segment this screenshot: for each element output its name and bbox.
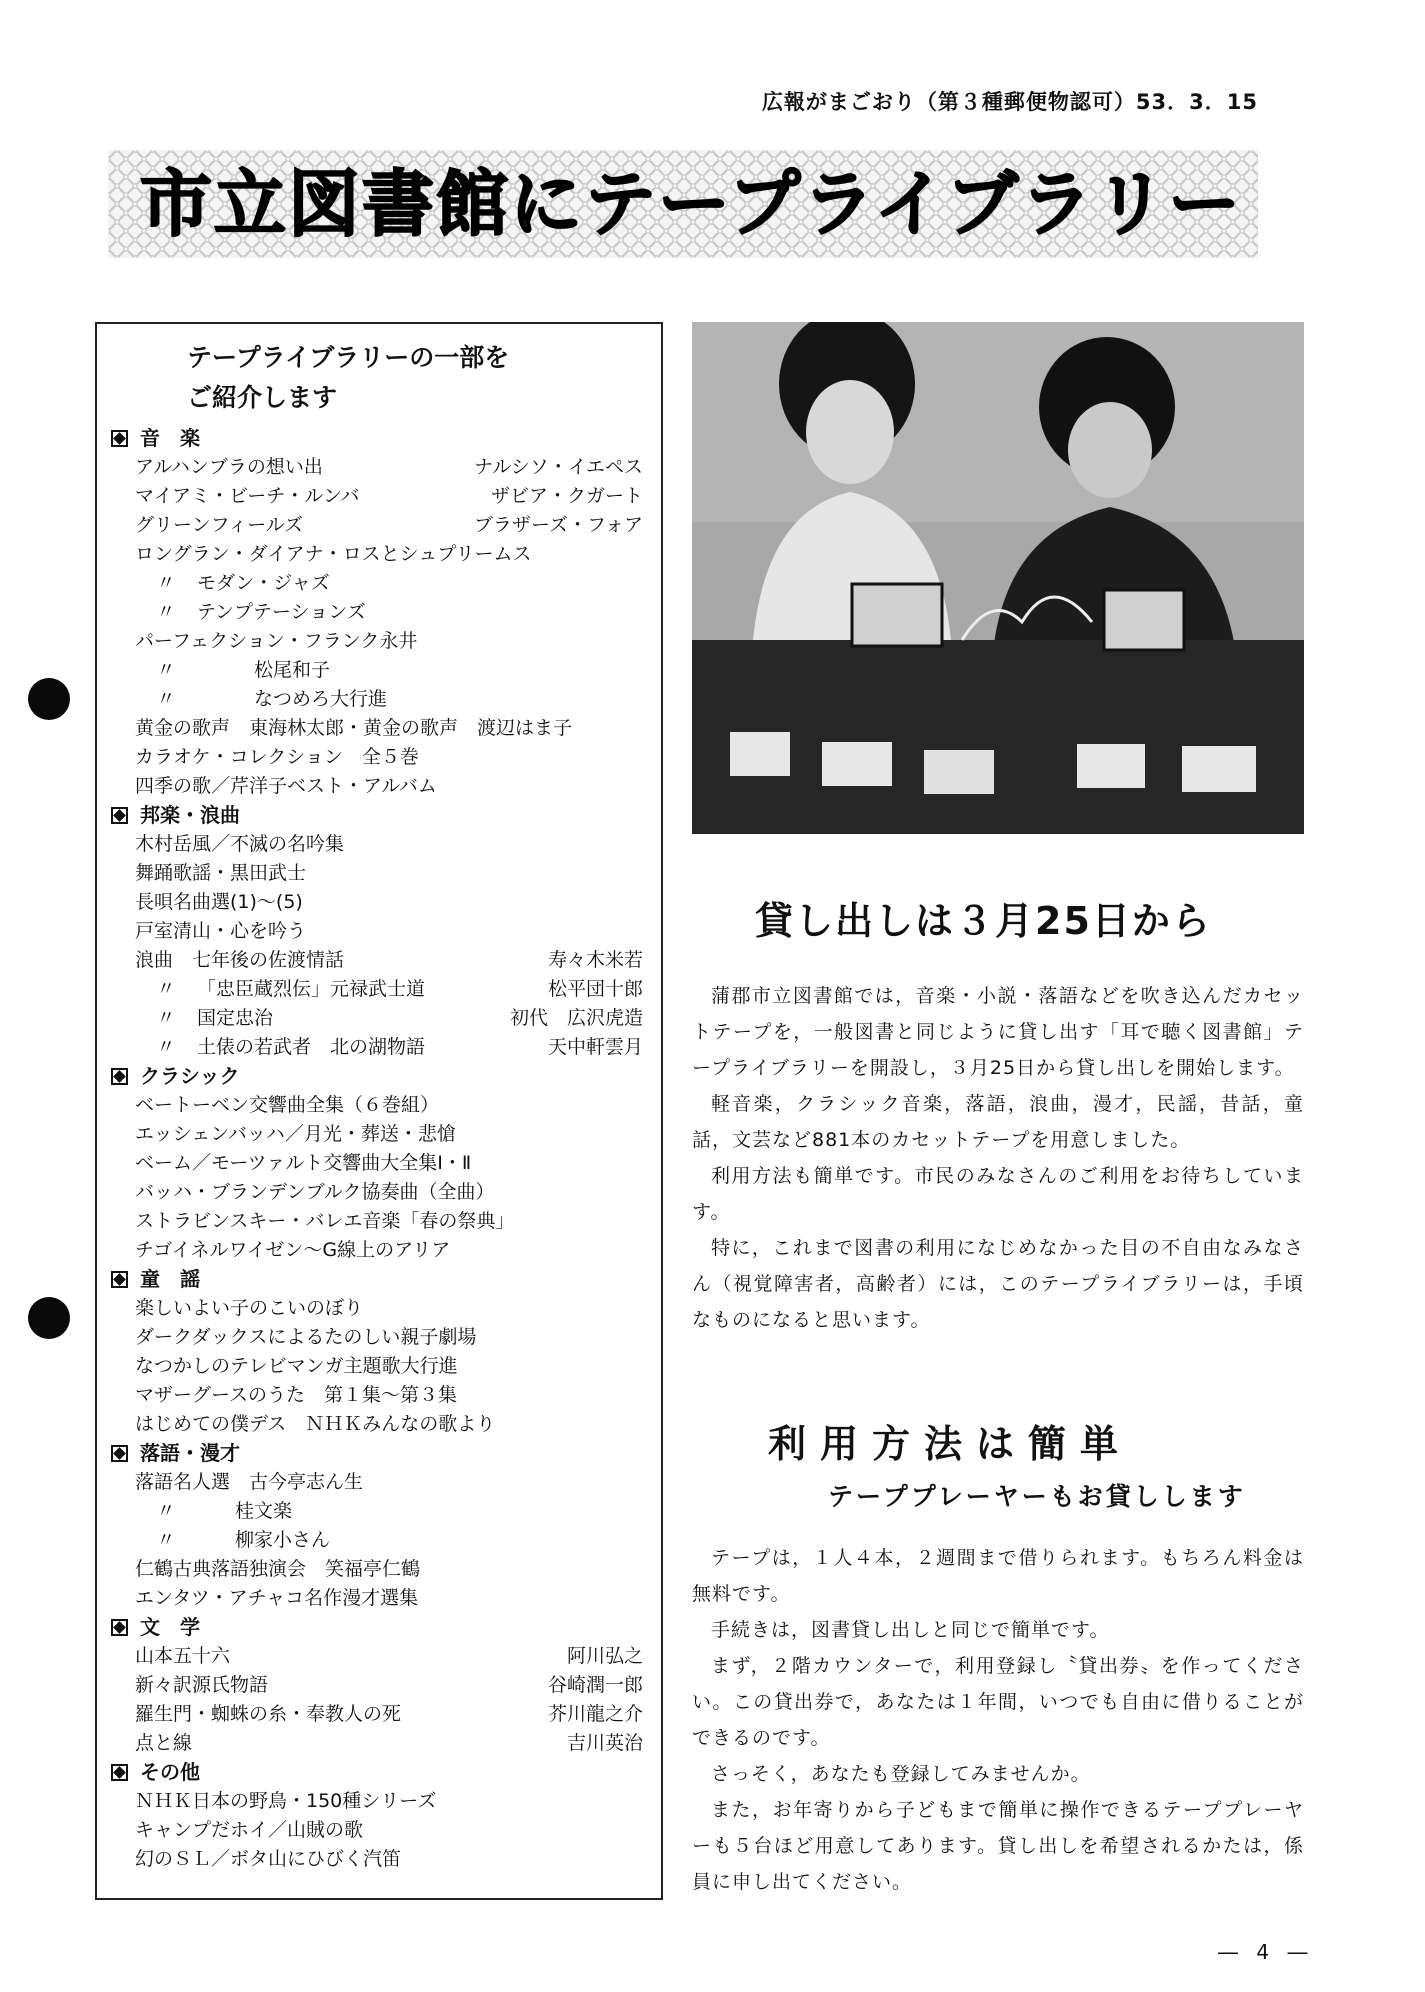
list-item bbox=[111, 1816, 647, 1845]
list-item bbox=[111, 1468, 647, 1497]
body-paragraphs-1 bbox=[692, 978, 1304, 1338]
ditto-mark: 〃 bbox=[156, 1036, 176, 1058]
item-artist: ナルシソ・イエペス bbox=[474, 456, 643, 478]
item-title: 黄金の歌声 東海林太郎・黄金の歌声 渡辺はま子 bbox=[135, 717, 573, 739]
list-item bbox=[111, 627, 647, 656]
paragraph: 蒲郡市立図書館では，音楽・小説・落語などを吹き込んだカセットテープを，一般図書と同じように貸し出す「耳で聴く図書館」テープライブラリーを開設し，３月25日から貸し出しを開始します。 bbox=[692, 985, 1304, 1079]
item-title: ロングラン・ダイアナ・ロスとシュプリームス bbox=[135, 543, 532, 565]
page-number: ― 4 ― bbox=[1218, 1940, 1314, 1964]
list-item bbox=[111, 946, 647, 975]
page-header: 広報がまごおり（第３種郵便物認可）53．3．15 bbox=[761, 90, 1258, 114]
list-item bbox=[111, 1178, 647, 1207]
category-name: 童 謡 bbox=[140, 1267, 200, 1291]
diamond-bullet-icon bbox=[111, 1445, 128, 1462]
item-title: なつかしのテレビマンガ主題歌大行進 bbox=[135, 1355, 458, 1377]
list-title-line: テープライブラリーの一部を bbox=[187, 343, 510, 372]
category-list bbox=[111, 424, 647, 1874]
list-item bbox=[111, 482, 647, 511]
category-name: 邦楽・浪曲 bbox=[140, 803, 240, 827]
list-item bbox=[111, 1294, 647, 1323]
item-title: ベートーベン交響曲全集（６巻組） bbox=[135, 1094, 440, 1116]
item-title: パーフェクション・フランク永井 bbox=[135, 630, 418, 652]
ditto-mark: 〃 bbox=[156, 1007, 176, 1029]
diamond-bullet-icon bbox=[111, 1068, 128, 1085]
list-item bbox=[111, 1207, 647, 1236]
diamond-bullet-icon bbox=[111, 430, 128, 447]
diamond-bullet-icon bbox=[111, 1619, 128, 1636]
item-title: ＮＨＫ日本の野鳥・150種シリーズ bbox=[135, 1790, 437, 1812]
item-title: モダン・ジャズ bbox=[197, 572, 330, 594]
category-heading bbox=[111, 1062, 647, 1091]
list-title bbox=[187, 338, 509, 418]
list-item bbox=[111, 975, 647, 1004]
item-title: 幻のＳＬ／ボタ山にひびく汽笛 bbox=[135, 1848, 402, 1870]
ditto-mark: 〃 bbox=[156, 601, 176, 623]
item-title: テンプテーションズ bbox=[197, 601, 366, 623]
item-title: 国定忠治 bbox=[197, 1007, 274, 1029]
ditto-mark: 〃 bbox=[156, 572, 176, 594]
item-title: キャンプだホイ／山賊の歌 bbox=[135, 1819, 364, 1841]
item-title: エンタツ・アチャコ名作漫才選集 bbox=[135, 1587, 419, 1609]
list-item bbox=[111, 1004, 647, 1033]
list-item bbox=[111, 598, 647, 627]
list-item bbox=[111, 1497, 647, 1526]
list-item bbox=[111, 1555, 647, 1584]
list-item bbox=[111, 859, 647, 888]
list-item bbox=[111, 685, 647, 714]
category-heading bbox=[111, 424, 647, 453]
category-name: その他 bbox=[140, 1760, 200, 1784]
tape-list-box bbox=[95, 322, 663, 1900]
diamond-bullet-icon bbox=[111, 807, 128, 824]
paragraph: 軽音楽，クラシック音楽，落語，浪曲，漫才，民謡，昔話，童話，文芸など881本のカセットテープを用意しました。 bbox=[692, 1093, 1304, 1151]
paragraph: 利用方法も簡単です。市民のみなさんのご利用をお待ちしています。 bbox=[692, 1165, 1304, 1223]
item-artist: 松平団十郎 bbox=[547, 978, 643, 1000]
heading-usage: 利用方法は簡単 bbox=[768, 1422, 1133, 1466]
item-title: バッハ・ブランデンブルク協奏曲（全曲） bbox=[135, 1181, 495, 1203]
item-artist: 寿々木米若 bbox=[547, 949, 643, 971]
item-title: 長唄名曲選(1)〜(5) bbox=[135, 891, 303, 913]
binder-hole-icon bbox=[28, 1297, 70, 1339]
list-item bbox=[111, 888, 647, 917]
binder-hole-icon bbox=[28, 678, 70, 720]
photo-librarians-with-tapes bbox=[692, 322, 1304, 834]
item-title: マイアミ・ビーチ・ルンバ bbox=[135, 485, 360, 507]
list-item bbox=[111, 511, 647, 540]
list-item bbox=[111, 1410, 647, 1439]
paragraph: まず，２階カウンターで，利用登録し〝貸出券〟を作ってください。この貸出券で，あなたは１年間，いつでも自由に借りることができるのです。 bbox=[692, 1655, 1304, 1749]
list-title-line: ご紹介します bbox=[187, 383, 338, 412]
list-item bbox=[111, 1236, 647, 1265]
item-title: 浪曲 七年後の佐渡情話 bbox=[135, 949, 345, 971]
diamond-bullet-icon bbox=[111, 1271, 128, 1288]
body-paragraphs-2 bbox=[692, 1540, 1304, 1900]
list-item bbox=[111, 1584, 647, 1613]
item-artist: 芥川龍之介 bbox=[547, 1703, 643, 1725]
item-title: ストラビンスキー・バレエ音楽「春の祭典」 bbox=[135, 1210, 515, 1232]
ditto-mark: 〃 bbox=[156, 659, 176, 681]
page-title: 市立図書館にテープライブラリー bbox=[140, 162, 1243, 246]
paragraph: テープは，１人４本，２週間まで借りられます。もちろん料金は無料です。 bbox=[692, 1547, 1304, 1605]
paragraph: 特に，これまで図書の利用になじめなかった目の不自由なみなさん（視覚障害者，高齢者）には，このテープライブラリーは，手頃なものになると思います。 bbox=[692, 1237, 1304, 1331]
ditto-mark: 〃 bbox=[156, 688, 176, 710]
ditto-mark: 〃 bbox=[156, 978, 176, 1000]
category-heading bbox=[111, 801, 647, 830]
list-item bbox=[111, 569, 647, 598]
item-title: ダークダックスによるたのしい親子劇場 bbox=[135, 1326, 477, 1348]
item-title: 落語名人選 古今亭志ん生 bbox=[135, 1471, 364, 1493]
item-title: 四季の歌／芹洋子ベスト・アルバム bbox=[135, 775, 437, 797]
list-item bbox=[111, 453, 647, 482]
category-name: 落語・漫才 bbox=[140, 1441, 240, 1465]
item-title: 「忠臣蔵烈伝」元禄武士道 bbox=[197, 978, 426, 1000]
list-item bbox=[111, 1700, 647, 1729]
category-name: 音 楽 bbox=[140, 426, 200, 450]
item-title: 舞踊歌謡・黒田武士 bbox=[135, 862, 307, 884]
item-title: はじめての僕デス ＮＨＫみんなの歌より bbox=[135, 1413, 496, 1435]
heading-loan-start: 貸し出しは３月25日から bbox=[755, 899, 1212, 943]
list-item bbox=[111, 1845, 647, 1874]
diamond-bullet-icon bbox=[111, 1764, 128, 1781]
item-artist: 谷崎潤一郎 bbox=[547, 1674, 643, 1696]
item-title: 木村岳風／不滅の名吟集 bbox=[135, 833, 345, 855]
list-item bbox=[111, 1642, 647, 1671]
photo-illustration bbox=[692, 322, 1304, 834]
item-title: 山本五十六 bbox=[135, 1645, 231, 1667]
item-title: カラオケ・コレクション 全５巻 bbox=[135, 746, 419, 768]
item-title: 仁鶴古典落語独演会 笑福亭仁鶴 bbox=[135, 1558, 421, 1580]
item-title: 戸室清山・心を吟う bbox=[135, 920, 307, 942]
list-item bbox=[111, 772, 647, 801]
list-item bbox=[111, 1671, 647, 1700]
category-name: 文 学 bbox=[140, 1615, 200, 1639]
list-item bbox=[111, 830, 647, 859]
list-item bbox=[111, 714, 647, 743]
item-artist: ザビア・クガート bbox=[490, 485, 643, 507]
list-item bbox=[111, 540, 647, 569]
ditto-mark: 〃 bbox=[156, 1529, 176, 1551]
item-title: 土俵の若武者 北の湖物語 bbox=[197, 1036, 426, 1058]
paragraph: さっそく，あなたも登録してみませんか。 bbox=[711, 1763, 1091, 1785]
paragraph: 手続きは，図書貸し出しと同じで簡単です。 bbox=[711, 1619, 1110, 1641]
list-item bbox=[111, 1120, 647, 1149]
list-item bbox=[111, 1149, 647, 1178]
list-item bbox=[111, 1729, 647, 1758]
item-title: 新々訳源氏物語 bbox=[135, 1674, 269, 1696]
list-item bbox=[111, 1033, 647, 1062]
item-title: チゴイネルワイゼン〜G線上のアリア bbox=[135, 1239, 451, 1261]
list-item bbox=[111, 1352, 647, 1381]
item-artist: 天中軒雲月 bbox=[547, 1036, 643, 1058]
item-artist: 初代 広沢虎造 bbox=[509, 1007, 643, 1029]
item-title: アルハンブラの想い出 bbox=[135, 456, 323, 478]
list-item bbox=[111, 917, 647, 946]
item-title: ベーム／モーツァルト交響曲大全集Ⅰ・Ⅱ bbox=[135, 1152, 472, 1174]
item-title: エッシェンバッハ／月光・葬送・悲愴 bbox=[135, 1123, 456, 1145]
list-item bbox=[111, 656, 647, 685]
list-item bbox=[111, 1091, 647, 1120]
item-title: 羅生門・蜘蛛の糸・奉教人の死 bbox=[135, 1703, 402, 1725]
category-heading bbox=[111, 1758, 647, 1787]
list-item bbox=[111, 1526, 647, 1555]
ditto-mark: 〃 bbox=[156, 1500, 176, 1522]
item-title: 楽しいよい子のこいのぼり bbox=[135, 1297, 364, 1319]
category-heading bbox=[111, 1439, 647, 1468]
subheading-player-loan: テーププレーヤーもお貸しします bbox=[828, 1482, 1246, 1511]
list-item bbox=[111, 1787, 647, 1816]
item-title: マザーグースのうた 第１集〜第３集 bbox=[135, 1384, 458, 1406]
category-heading bbox=[111, 1265, 647, 1294]
item-title: 桂文楽 bbox=[197, 1500, 293, 1522]
item-title: なつめろ大行進 bbox=[197, 688, 388, 710]
category-heading bbox=[111, 1613, 647, 1642]
paragraph: また，お年寄りから子どもまで簡単に操作できるテーププレーヤーも５台ほど用意してあります。貸し出しを希望されるかたは，係員に申し出てください。 bbox=[692, 1799, 1304, 1893]
item-title: 点と線 bbox=[135, 1732, 193, 1754]
item-artist: 吉川英治 bbox=[566, 1732, 643, 1754]
item-title: グリーンフィールズ bbox=[135, 514, 304, 536]
category-name: クラシック bbox=[140, 1064, 240, 1088]
item-artist: 阿川弘之 bbox=[566, 1645, 643, 1667]
list-item bbox=[111, 1381, 647, 1410]
item-title: 柳家小さん bbox=[197, 1529, 331, 1551]
item-artist: ブラザーズ・フォア bbox=[473, 514, 643, 536]
list-item bbox=[111, 743, 647, 772]
list-item bbox=[111, 1323, 647, 1352]
item-title: 松尾和子 bbox=[197, 659, 331, 681]
